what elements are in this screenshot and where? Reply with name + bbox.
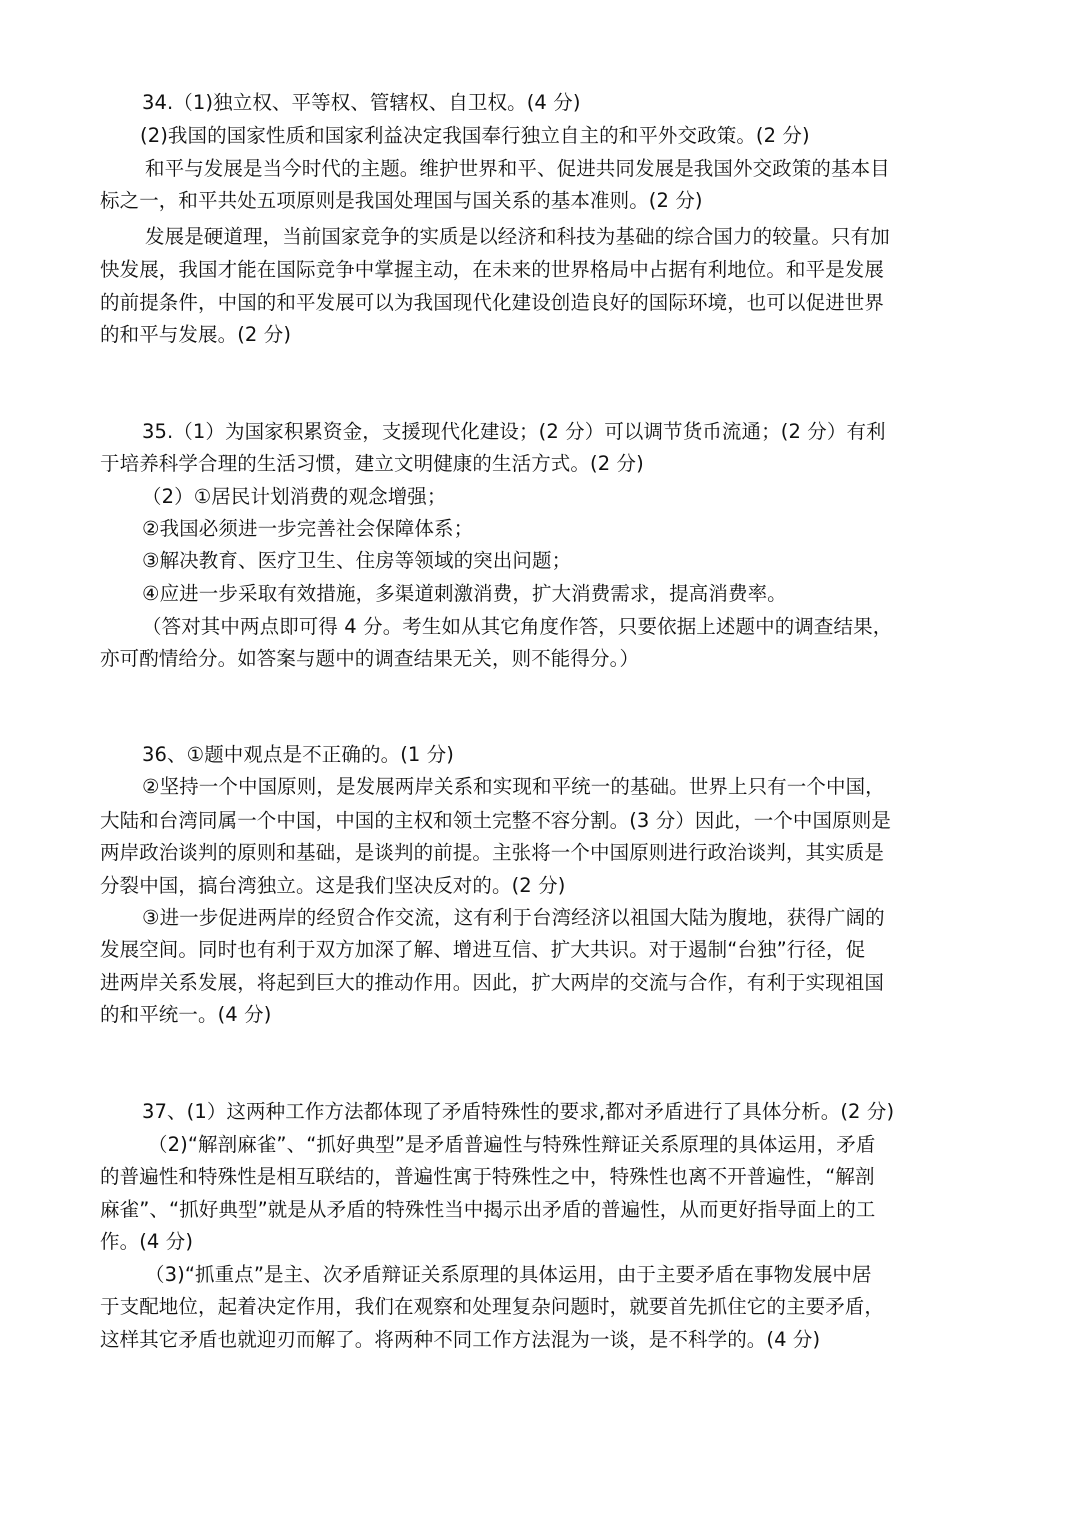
answer-36-line-7: 发展空间。同时也有利于双方加深了解、增进互信、扩大共识。对于遏制“台独”行径，促 (100, 938, 866, 961)
answer-35-line-2: 于培养科学合理的生活习惯，建立文明健康的生活方式。(2 分) (100, 452, 644, 475)
answer-36-line-4: 两岸政治谈判的原则和基础，是谈判的前提。主张将一个中国原则进行政治谈判，其实质是 (100, 841, 885, 864)
answer-37-line-4: 麻雀”、“抓好典型”就是从矛盾的特殊性当中揭示出矛盾的普遍性，从而更好指导面上的工 (100, 1198, 876, 1221)
answer-36-line-9: 的和平统一。(4 分) (100, 1003, 272, 1026)
answer-36-line-1: 36、①题中观点是不正确的。(1 分) (142, 743, 455, 766)
answer-37-line-2: （2)“解剖麻雀”、“抓好典型”是矛盾普遍性与特殊性辩证关系原理的具体运用，矛盾 (148, 1133, 876, 1156)
answer-34-line-3: 和平与发展是当今时代的主题。维护世界和平、促进共同发展是我国外交政策的基本目 (145, 157, 890, 180)
answer-34-line-8: 的和平与发展。(2 分) (100, 323, 292, 346)
answer-35-line-3: （2）①居民计划消费的观念增强； (142, 485, 447, 508)
answer-37-line-3: 的普遍性和特殊性是相互联结的，普遍性寓于特殊性之中，特殊性也离不开普遍性，“解剖 (100, 1165, 875, 1188)
answer-36-line-3: 大陆和台湾同属一个中国，中国的主权和领土完整不容分割。(3 分）因此，一个中国原则是 (100, 809, 891, 832)
answer-37-line-7: 于支配地位，起着决定作用，我们在观察和处理复杂问题时，就要首先抓住它的主要矛盾， (100, 1295, 885, 1318)
answer-35-line-6: ④应进一步采取有效措施，多渠道刺激消费，扩大消费需求，提高消费率。 (142, 582, 787, 605)
answer-34-line-5: 发展是硬道理，当前国家竞争的实质是以经济和科技为基础的综合国力的较量。只有加 (145, 225, 890, 248)
answer-34-line-1: 34.（1)独立权、平等权、管辖权、自卫权。(4 分) (142, 91, 581, 114)
answer-35-line-8: 亦可酌情给分。如答案与题中的调查结果无关，则不能得分。） (100, 647, 640, 670)
answer-36-line-5: 分裂中国，搞台湾独立。这是我们坚决反对的。(2 分) (100, 874, 566, 897)
answer-35-line-7: （答对其中两点即可得 4 分。考生如从其它角度作答，只要依据上述题中的调查结果， (142, 615, 893, 638)
answer-37-line-8: 这样其它矛盾也就迎刃而解了。将两种不同工作方法混为一谈，是不科学的。(4 分) (100, 1328, 821, 1351)
answer-37-line-1: 37、(1）这两种工作方法都体现了矛盾特殊性的要求,都对矛盾进行了具体分析。(2 分) (142, 1100, 895, 1123)
answer-37-line-5: 作。(4 分) (100, 1230, 194, 1253)
answer-37-line-6: （3)“抓重点”是主、次矛盾辩证关系原理的具体运用，由于主要矛盾在事物发展中居 (145, 1263, 872, 1286)
answer-34-line-4: 标之一，和平共处五项原则是我国处理国与国关系的基本准则。(2 分) (100, 189, 703, 212)
answer-34-line-2: (2)我国的国家性质和国家利益决定我国奉行独立自主的和平外交政策。(2 分) (140, 124, 810, 147)
answer-34-line-7: 的前提条件，中国的和平发展可以为我国现代化建设创造良好的国际环境，也可以促进世界 (100, 291, 885, 314)
answer-34-line-6: 快发展，我国才能在国际竞争中掌握主动，在未来的世界格局中占据有利地位。和平是发展 (100, 258, 885, 281)
answer-35-line-5: ③解决教育、医疗卫生、住房等领域的突出问题； (142, 549, 572, 572)
answer-35-line-4: ②我国必须进一步完善社会保障体系； (142, 517, 474, 540)
answer-36-line-8: 进两岸关系发展，将起到巨大的推动作用。因此，扩大两岸的交流与合作，有利于实现祖国 (100, 971, 885, 994)
answer-36-line-6: ③进一步促进两岸的经贸合作交流，这有利于台湾经济以祖国大陆为腹地，获得广阔的 (142, 906, 885, 929)
answer-36-line-2: ②坚持一个中国原则，是发展两岸关系和实现和平统一的基础。世界上只有一个中国， (142, 775, 885, 798)
answer-35-line-1: 35.（1）为国家积累资金，支援现代化建设；(2 分）可以调节货币流通；(2 分）有利 (142, 420, 886, 443)
